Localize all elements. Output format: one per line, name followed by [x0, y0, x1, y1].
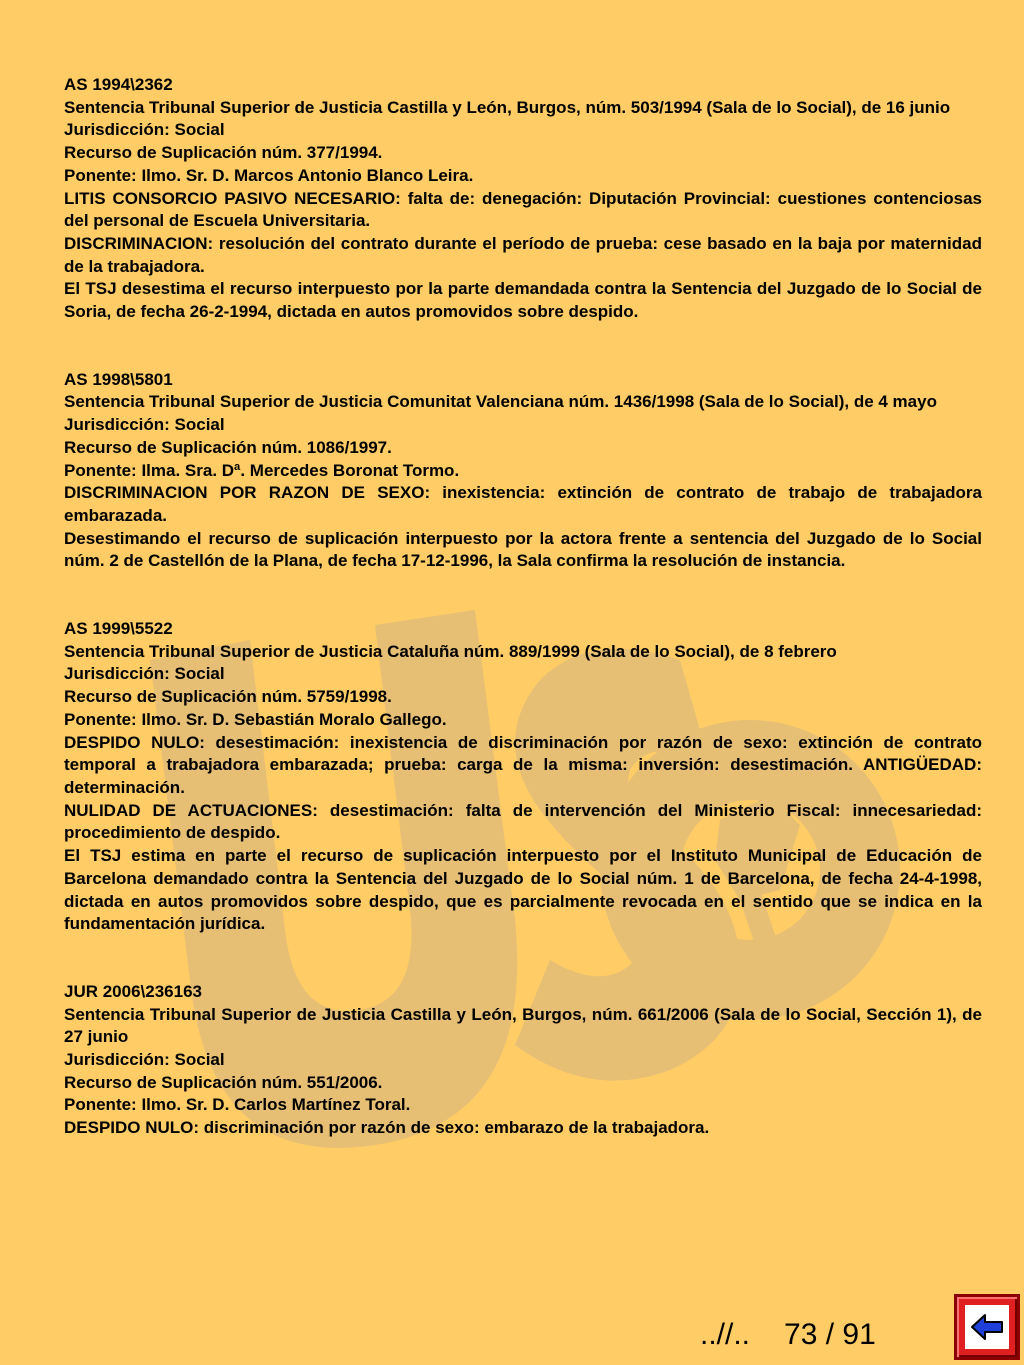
case-appeal: Recurso de Suplicación núm. 551/2006. — [64, 1072, 383, 1092]
case-entry-3 — [64, 618, 982, 936]
case-summary: El TSJ desestima el recurso interpuesto por la parte demandada contra la Sentencia del Juzgado de lo Social de Soria, de fecha 26-2-1994, dictada en autos promovidos sobre despido. — [64, 279, 982, 322]
case-appeal: Recurso de Suplicación núm. 377/1994. — [64, 143, 383, 163]
case-title: Sentencia Tribunal Superior de Justicia Castilla y León, Burgos, núm. 661/2006 (Sala de lo Social, Sección 1), de 27 junio — [64, 1004, 982, 1047]
case-summary: NULIDAD DE ACTUACIONES: desestimación: falta de intervención del Ministerio Fiscal: innecesariedad: procedimiento de despido. — [64, 800, 982, 843]
case-title: Sentencia Tribunal Superior de Justicia Comunitat Valenciana núm. 1436/1998 (Sala de lo Social), de 4 mayo — [64, 392, 937, 412]
case-title: Sentencia Tribunal Superior de Justicia Castilla y León, Burgos, núm. 503/1994 (Sala de lo Social), de 16 junio — [64, 97, 951, 117]
case-summary: DISCRIMINACION: resolución del contrato durante el período de prueba: cese basado en la baja por maternidad de la trabajadora. — [64, 233, 982, 276]
case-title: Sentencia Tribunal Superior de Justicia Cataluña núm. 889/1999 (Sala de lo Social), de 8 febrero — [64, 641, 837, 661]
case-jurisdiction: Jurisdicción: Social — [64, 1050, 225, 1070]
case-rapporteur: Ponente: Ilma. Sra. Dª. Mercedes Boronat Tormo. — [64, 460, 460, 480]
case-entry-2 — [64, 369, 982, 573]
case-appeal: Recurso de Suplicación núm. 5759/1998. — [64, 687, 392, 707]
back-button[interactable] — [954, 1294, 1020, 1360]
case-appeal: Recurso de Suplicación núm. 1086/1997. — [64, 437, 392, 457]
case-jurisdiction: Jurisdicción: Social — [64, 415, 225, 435]
case-jurisdiction: Jurisdicción: Social — [64, 664, 225, 684]
case-rapporteur: Ponente: Ilmo. Sr. D. Sebastián Moralo Gallego. — [64, 709, 447, 729]
case-reference: AS 1998\5801 — [64, 369, 173, 389]
page-number: 73 / 91 — [784, 1318, 876, 1351]
case-reference: AS 1999\5522 — [64, 619, 173, 639]
back-arrow-icon — [970, 1313, 1004, 1341]
case-jurisdiction: Jurisdicción: Social — [64, 120, 225, 140]
case-summary: DISCRIMINACION POR RAZON DE SEXO: inexistencia: extinción de contrato de trabajo de trabajadora embarazada. — [64, 483, 982, 525]
case-reference: JUR 2006\236163 — [64, 981, 203, 1001]
document-body — [64, 74, 982, 1185]
case-entry-4 — [64, 981, 982, 1140]
case-rapporteur: Ponente: Ilmo. Sr. D. Carlos Martínez Toral. — [64, 1095, 411, 1115]
case-reference: AS 1994\2362 — [64, 75, 173, 94]
continuation-marker: ..//.. — [700, 1318, 751, 1351]
back-button-face — [965, 1305, 1009, 1349]
page-footer — [700, 1318, 876, 1352]
case-summary: Desestimando el recurso de suplicación interpuesto por la actora frente a sentencia del Juzgado de lo Social núm. 2 de Castellón de la Plana, de fecha 17-12-1996, la Sala confirma la resolución de instancia. — [64, 528, 982, 571]
case-entry-1 — [64, 74, 982, 324]
case-rapporteur: Ponente: Ilmo. Sr. D. Marcos Antonio Blanco Leira. — [64, 165, 474, 185]
case-summary: DESPIDO NULO: discriminación por razón de sexo: embarazo de la trabajadora. — [64, 1118, 710, 1138]
case-summary: El TSJ estima en parte el recurso de suplicación interpuesto por el Instituto Municipal de Educación de Barcelona demandado contra la Sentencia del Juzgado de lo Social núm. 1 de Barcelona, de fecha 24-4-1998, dictada en autos promovidos sobre despido, que es parcialmente revocada en el sentido que se indica en la fundamentación jurídica. — [64, 846, 982, 934]
case-summary: DESPIDO NULO: desestimación: inexistencia de discriminación por razón de sexo: extinción de contrato temporal a trabajadora embarazada; prueba: carga de la misma: inversión: desestimación. ANTIGÜEDAD: determinación. — [64, 732, 982, 797]
case-summary: LITIS CONSORCIO PASIVO NECESARIO: falta de: denegación: Diputación Provincial: cuestiones contenciosas del personal de Escuela Universitaria. — [64, 188, 982, 231]
